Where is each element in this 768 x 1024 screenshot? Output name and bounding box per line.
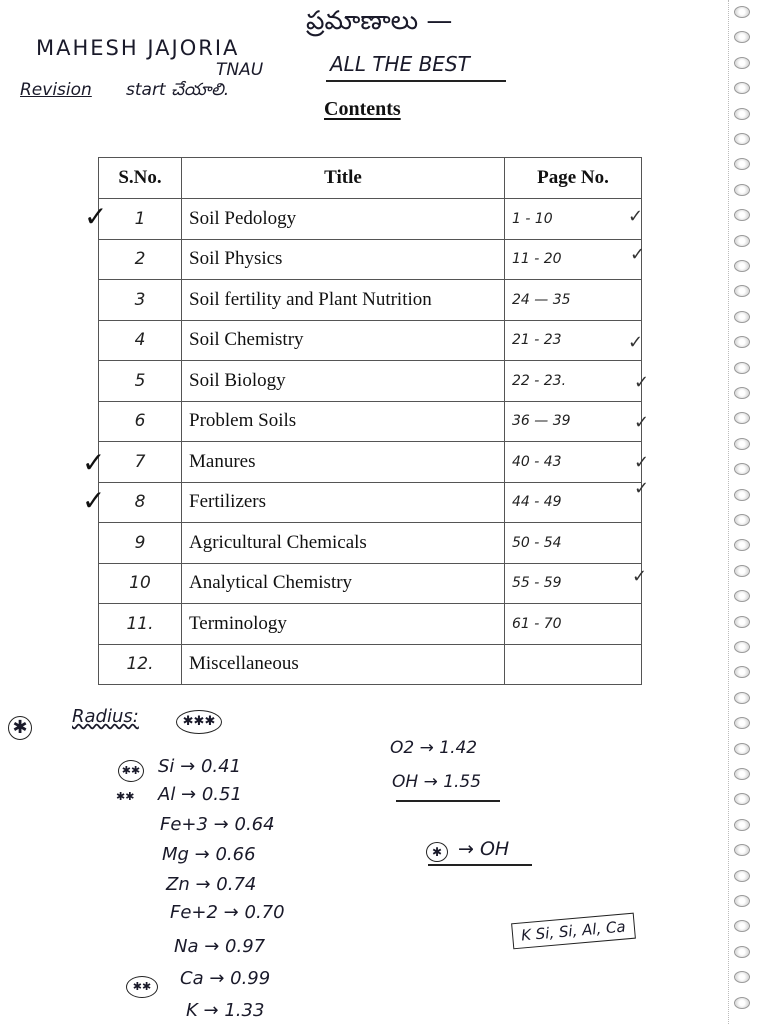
check-mark-icon: ✓	[82, 446, 106, 479]
check-mark-icon: ✓	[84, 200, 108, 233]
spiral-ring	[734, 793, 750, 805]
spiral-ring	[734, 539, 750, 551]
row-title: Agricultural Chemicals	[182, 523, 505, 564]
row-sno: 5	[99, 361, 182, 402]
radius-entry: Ca → 0.99	[180, 968, 271, 989]
header-sno: S.No.	[99, 158, 182, 199]
spiral-ring	[734, 844, 750, 856]
row-sno: 6	[99, 401, 182, 442]
spiral-ring	[734, 311, 750, 323]
star-icon: ✱	[8, 716, 32, 740]
telugu-heading: ప్రమాణాలు —	[306, 6, 453, 36]
spiral-ring	[734, 946, 750, 958]
spiral-ring	[734, 31, 750, 43]
star-icon: ✱✱	[126, 976, 158, 998]
spiral-ring	[734, 641, 750, 653]
spiral-ring	[734, 565, 750, 577]
spiral-ring	[734, 6, 750, 18]
radius-entry: Fe+3 → 0.64	[160, 814, 275, 835]
star-oh-note: → OH	[458, 838, 510, 860]
author-name: MAHESH JAJORIA	[36, 36, 240, 60]
contents-title: Contents	[324, 98, 401, 120]
row-sno: 8	[99, 482, 182, 523]
row-title: Soil fertility and Plant Nutrition	[182, 280, 505, 321]
row-pages: 24 — 35	[505, 280, 642, 321]
table-row	[99, 280, 642, 321]
table-row	[99, 239, 642, 280]
spiral-binding	[720, 0, 768, 1024]
spiral-ring	[734, 209, 750, 221]
row-title: Fertilizers	[182, 482, 505, 523]
spiral-ring	[734, 819, 750, 831]
spiral-ring	[734, 514, 750, 526]
spiral-ring	[734, 463, 750, 475]
row-pages: 44 - 49	[505, 482, 642, 523]
spiral-ring	[734, 184, 750, 196]
row-sno: 11.	[99, 604, 182, 645]
spiral-ring	[734, 158, 750, 170]
spiral-ring	[734, 870, 750, 882]
spiral-ring	[734, 489, 750, 501]
row-pages: 55 - 59	[505, 563, 642, 604]
table-row	[99, 401, 642, 442]
table-row	[99, 442, 642, 483]
spiral-ring	[734, 616, 750, 628]
table-row	[99, 563, 642, 604]
table-row	[99, 523, 642, 564]
star-icon: ✱✱	[116, 790, 135, 803]
table-row	[99, 320, 642, 361]
radius-entry: Mg → 0.66	[162, 844, 256, 865]
all-the-best-underline	[326, 80, 506, 82]
spiral-ring	[734, 895, 750, 907]
row-sno: 12.	[99, 644, 182, 685]
all-the-best-note: ALL THE BEST	[330, 52, 470, 76]
table-row	[99, 482, 642, 523]
spiral-ring	[734, 590, 750, 602]
spiral-ring	[734, 743, 750, 755]
row-title: Problem Soils	[182, 401, 505, 442]
row-sno: 7	[99, 442, 182, 483]
org-name: TNAU	[216, 60, 264, 80]
row-title: Soil Biology	[182, 361, 505, 402]
spiral-ring	[734, 692, 750, 704]
revision-label: Revision	[20, 80, 92, 100]
boxed-note: K Si, Si, Al, Ca	[511, 913, 635, 950]
row-pages: 1 - 10	[505, 199, 642, 240]
spiral-ring	[734, 920, 750, 932]
check-mark-icon: ✓	[634, 478, 650, 499]
row-pages: 22 - 23.	[505, 361, 642, 402]
spiral-ring	[734, 438, 750, 450]
spiral-ring	[734, 285, 750, 297]
table-header-row	[99, 158, 642, 199]
spiral-ring	[734, 336, 750, 348]
radius-entry: Fe+2 → 0.70	[170, 902, 285, 923]
radius-label: Radius:	[72, 706, 139, 727]
star-oh-underline	[428, 864, 532, 866]
row-title: Miscellaneous	[182, 644, 505, 685]
spiral-ring	[734, 768, 750, 780]
spiral-ring	[734, 108, 750, 120]
table-row	[99, 644, 642, 685]
radius-entry: Al → 0.51	[158, 784, 242, 805]
row-pages: 36 — 39	[505, 401, 642, 442]
row-pages: 21 - 23	[505, 320, 642, 361]
check-mark-icon: ✓	[628, 206, 644, 227]
header-page: Page No.	[505, 158, 642, 199]
row-sno: 10	[99, 563, 182, 604]
spiral-ring	[734, 260, 750, 272]
table-row	[99, 604, 642, 645]
row-sno: 4	[99, 320, 182, 361]
radius-entry: K → 1.33	[186, 1000, 265, 1021]
row-title: Soil Chemistry	[182, 320, 505, 361]
spiral-ring	[734, 133, 750, 145]
row-title: Soil Pedology	[182, 199, 505, 240]
contents-table	[98, 157, 642, 685]
row-sno: 2	[99, 239, 182, 280]
spiral-ring	[734, 387, 750, 399]
spiral-ring	[734, 362, 750, 374]
spiral-ring	[734, 235, 750, 247]
radius-entry: Na → 0.97	[174, 936, 266, 957]
spiral-ring	[734, 997, 750, 1009]
row-title: Soil Physics	[182, 239, 505, 280]
spiral-ring	[734, 412, 750, 424]
radius-entry: Zn → 0.74	[166, 874, 257, 895]
row-title: Manures	[182, 442, 505, 483]
check-mark-icon: ✓	[82, 484, 106, 517]
spiral-ring	[734, 971, 750, 983]
star-icon: ✱✱✱	[176, 710, 222, 734]
row-sno: 3	[99, 280, 182, 321]
radius-entry: OH → 1.55	[392, 772, 482, 792]
row-pages: 61 - 70	[505, 604, 642, 645]
revision-note: start చేయాలి.	[126, 80, 230, 100]
row-pages: 50 - 54	[505, 523, 642, 564]
table-row	[99, 361, 642, 402]
radius-entry: Si → 0.41	[158, 756, 242, 777]
row-title: Analytical Chemistry	[182, 563, 505, 604]
radius-entry: O2 → 1.42	[390, 738, 478, 758]
spiral-ring	[734, 82, 750, 94]
row-pages: 11 - 20	[505, 239, 642, 280]
star-icon: ✱	[426, 842, 448, 862]
check-mark-icon: ✓	[630, 244, 646, 265]
row-sno: 9	[99, 523, 182, 564]
check-mark-icon: ✓	[628, 332, 644, 353]
spiral-ring	[734, 57, 750, 69]
check-mark-icon: ✓	[634, 412, 650, 433]
star-icon: ✱✱	[118, 760, 144, 782]
spiral-ring	[734, 717, 750, 729]
radius-underline	[396, 800, 500, 802]
check-mark-icon: ✓	[634, 452, 650, 473]
header-title: Title	[182, 158, 505, 199]
row-pages: 40 - 43	[505, 442, 642, 483]
check-mark-icon: ✓	[632, 566, 648, 587]
check-mark-icon: ✓	[634, 372, 650, 393]
table-row	[99, 199, 642, 240]
perforation-line	[720, 0, 729, 1024]
row-title: Terminology	[182, 604, 505, 645]
spiral-ring	[734, 666, 750, 678]
row-pages	[505, 644, 642, 685]
row-sno: 1	[99, 199, 182, 240]
